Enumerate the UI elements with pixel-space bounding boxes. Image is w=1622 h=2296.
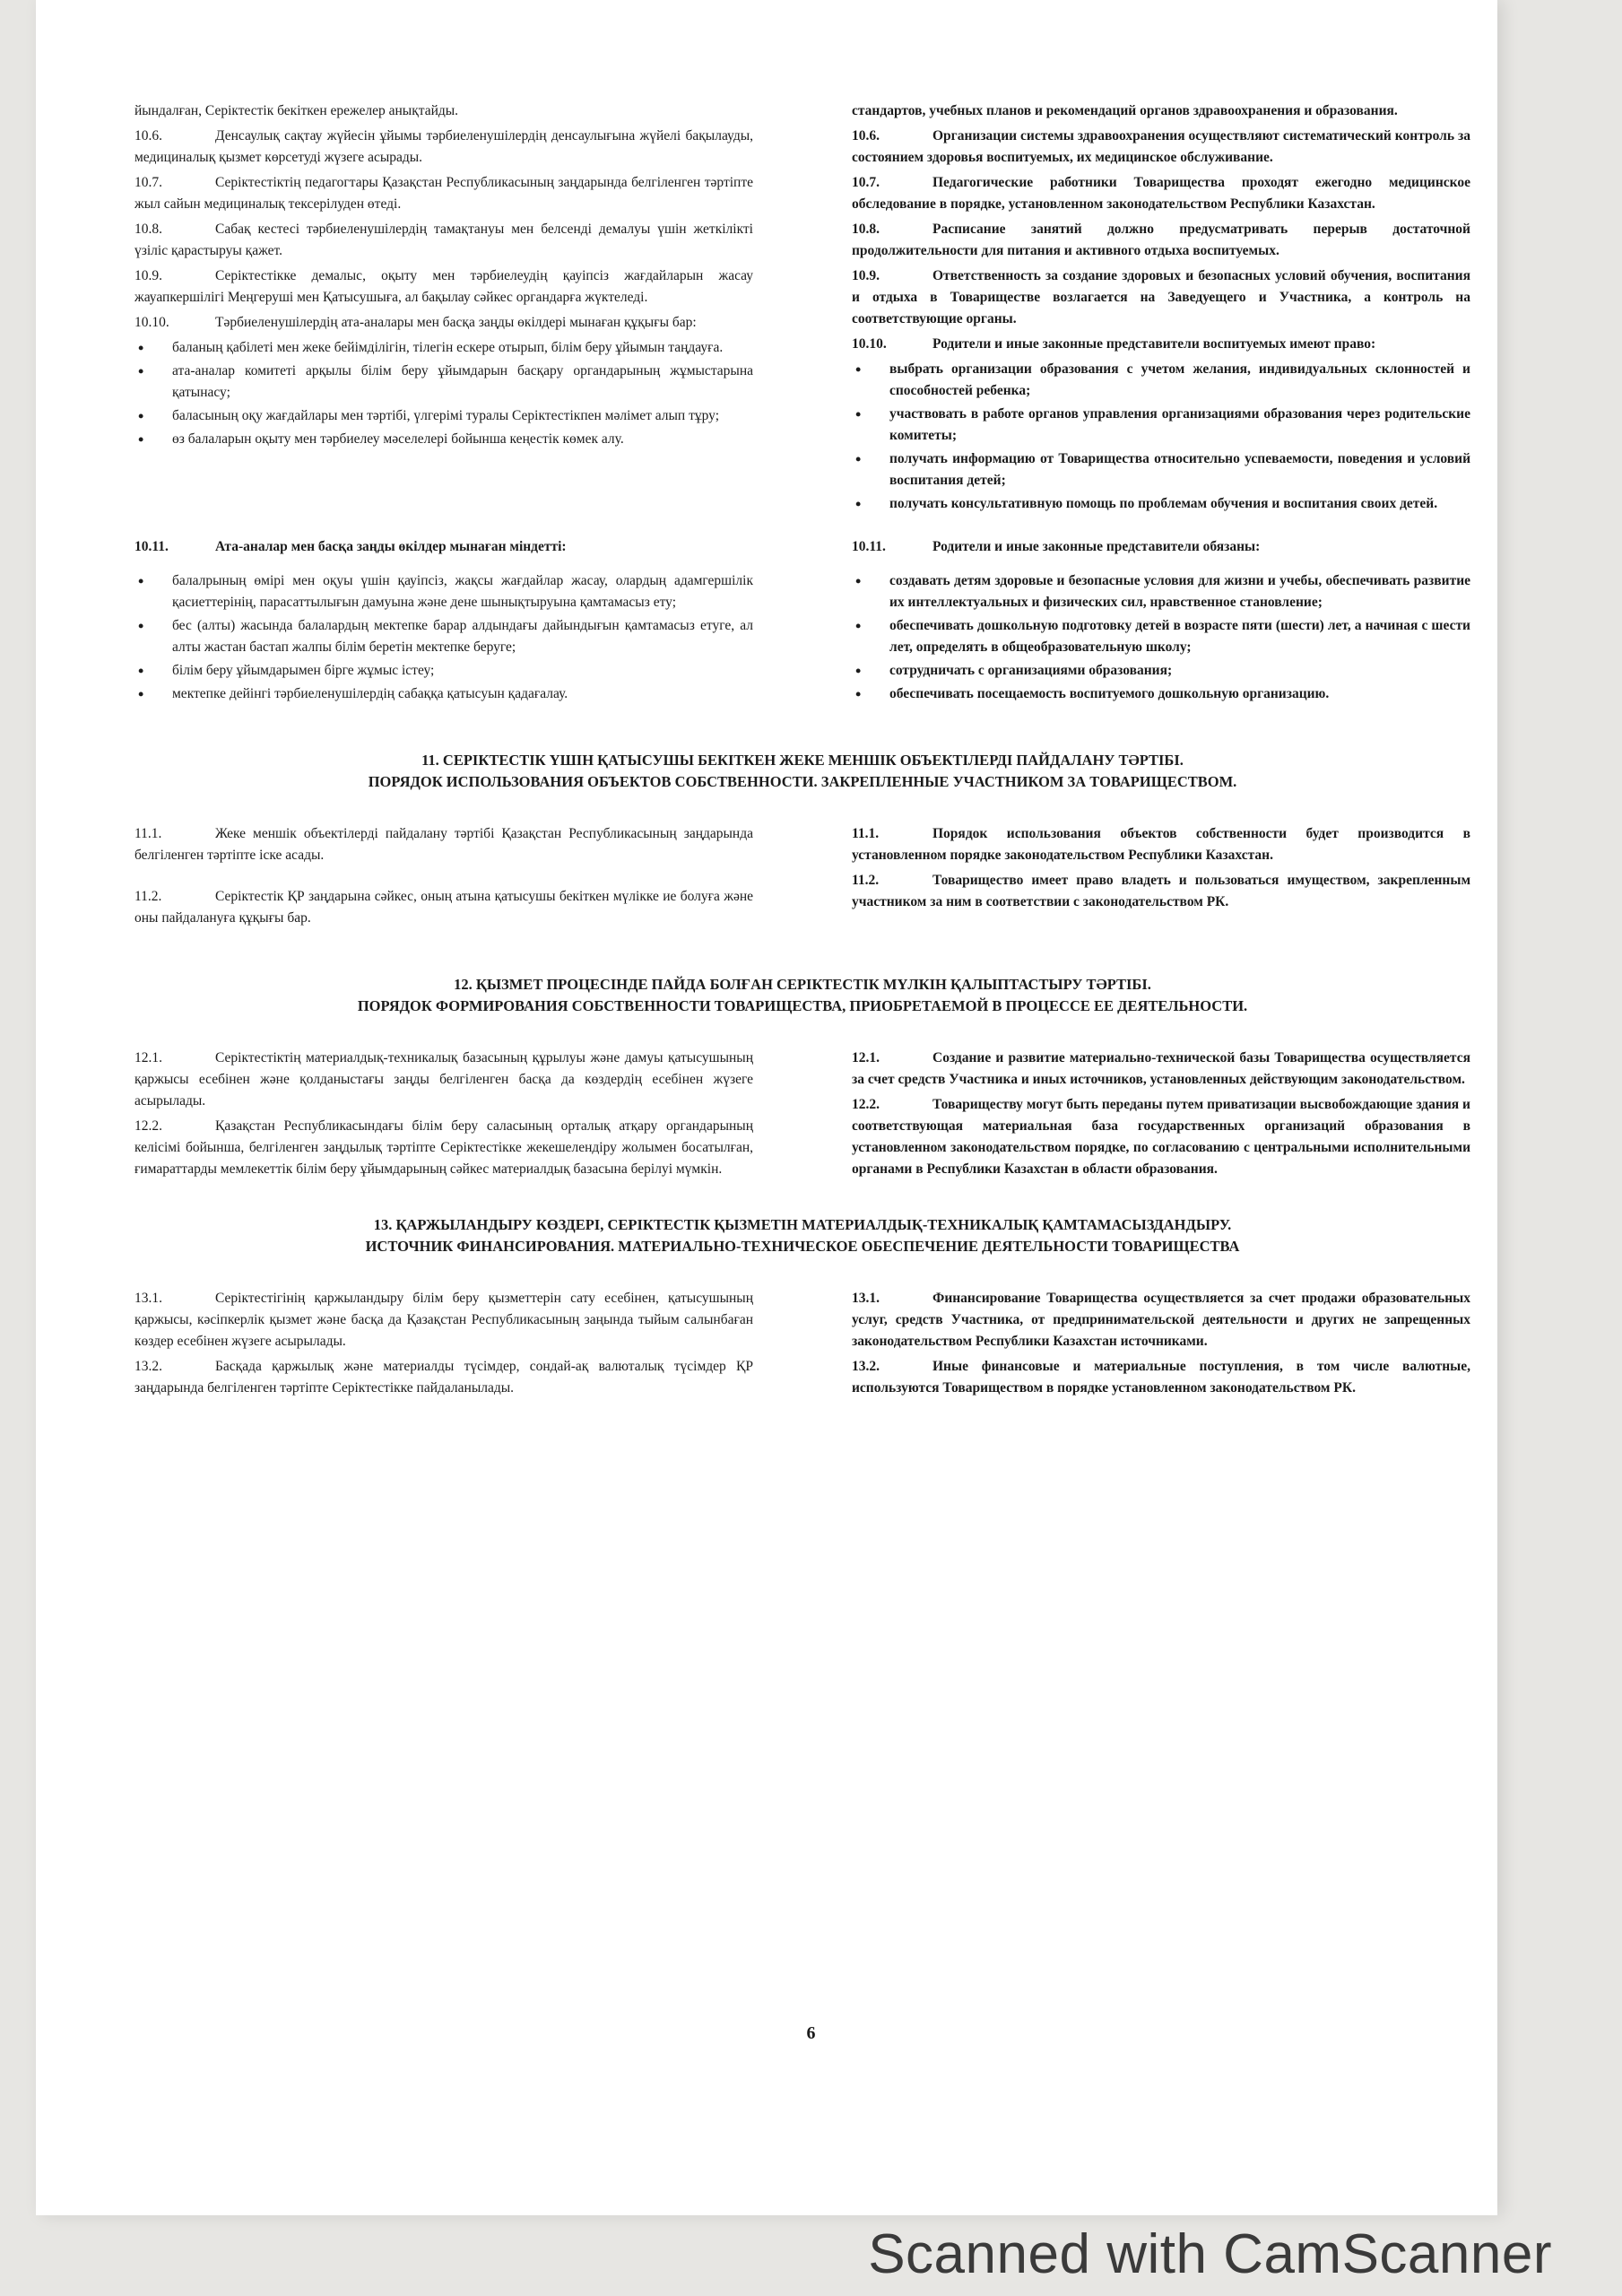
kz-duties-intro [134, 536, 753, 558]
clause-number: 11.1. [852, 826, 880, 841]
list-item: • получать консультативную помощь по проблемам обучения и воспитания своих детей. [852, 493, 1470, 515]
clause-text: Порядок использования объектов собственности будет производится в установленном порядке законодательством Республики Казахстан. [852, 826, 1470, 863]
section-12 [134, 974, 1470, 1184]
section-13-kz-column [134, 1288, 753, 1403]
clause-text: Серіктестік ҚР заңдарына сәйкес, оның атына қатысушы бекіткен мүлікке ие болуға және оны пайдалануға құқығы бар. [134, 889, 753, 926]
clause-paragraph [852, 1094, 1470, 1180]
clause-text: Создание и развитие материально-технической базы Товарищества осуществляется за счет средств Участника и иных источников, установленных действующим законодательством. [852, 1050, 1470, 1087]
clause-text: Денсаулық сақтау жүйесін ұйымы тәрбиеленушілердің денсаулығына жүйелі бақылауды, медициналық қызмет көрсетуді жүзеге асырады. [134, 128, 753, 165]
bullet-list [134, 337, 753, 450]
section-11-kz-column [134, 823, 753, 933]
section-12-kz-column [134, 1048, 753, 1184]
clause-number: 13.1. [134, 1291, 162, 1306]
ru-column-top [852, 100, 1470, 518]
clause-text: Педагогические работники Товарищества проходят ежегодно медицинское обследование в порядке, установленном законодательством Республики Казахстан. [852, 175, 1470, 212]
clause-paragraph [134, 1288, 753, 1352]
clause-number: 12.1. [134, 1050, 162, 1065]
section-12-title-kz: 12. ҚЫЗМЕТ ПРОЦЕСІНДЕ ПАЙДА БОЛҒАН СЕРІКТЕСТІК МҮЛКІН ҚАЛЫПТАСТЫРУ ТӘРТІБІ. [454, 976, 1151, 993]
list-item: • обеспечивать посещаемость воспитуемого дошкольную организацию. [852, 683, 1470, 705]
top-block [134, 100, 1470, 518]
clause-paragraph [134, 823, 753, 866]
document-page [36, 0, 1497, 2215]
clause-paragraph [852, 265, 1470, 330]
clause-number: 10.10. [134, 315, 169, 330]
clause-number: 10.7. [852, 175, 880, 190]
clause-number: 13.2. [134, 1359, 162, 1374]
clause-paragraph [134, 886, 753, 929]
clause-text: Родители и иные законные представители воспитуемых имеют право: [932, 336, 1376, 352]
clause-text: стандартов, учебных планов и рекомендаций органов здравоохранения и образования. [852, 103, 1398, 118]
clause-text: Тәрбиеленушілердің ата-аналары мен басқа заңды өкілдері мынаған құқығы бар: [215, 315, 697, 330]
clause-paragraph [134, 1048, 753, 1112]
clause-text: Родители и иные законные представители обязаны: [932, 539, 1261, 554]
list-item: • сотрудничать с организациями образования; [852, 660, 1470, 682]
clause-number: 10.6. [134, 128, 162, 144]
list-item: • создавать детям здоровые и безопасные условия для жизни и учебы, обеспечивать развитие их интеллектуальных и физических сил, нравственное становление; [852, 570, 1470, 613]
kz-duties-list [134, 570, 753, 705]
clause-paragraph [852, 1356, 1470, 1399]
clause-text: Жеке меншік объектілерді пайдалану тәртібі Қазақстан Республикасының заңдарында белгіленген тәртіпте іске асады. [134, 826, 753, 863]
list-item: • получать информацию от Товарищества относительно успеваемости, поведения и условий воспитания детей; [852, 448, 1470, 491]
clause-paragraph [134, 100, 753, 122]
clause-text: йындалған, Серіктестік бекіткен ережелер анықтайды. [134, 103, 459, 118]
clause-number: 10.6. [852, 128, 880, 144]
section-13-title-ru: ИСТОЧНИК ФИНАНСИРОВАНИЯ. МАТЕРИАЛЬНО-ТЕХНИЧЕСКОЕ ОБЕСПЕЧЕНИЕ ДЕЯТЕЛЬНОСТИ ТОВАРИЩЕСТВА [365, 1238, 1240, 1255]
clause-paragraph [852, 870, 1470, 913]
clause-paragraph [134, 1116, 753, 1180]
list-item: • білім беру ұйымдарымен бірге жұмыс істеу; [134, 660, 753, 682]
clause-paragraph [134, 312, 753, 334]
section-13 [134, 1214, 1470, 1403]
duties-block [134, 536, 1470, 709]
page-body [134, 100, 1470, 1403]
clause-text: Товарищество имеет право владеть и пользоваться имуществом, закрепленным участником за ним в соответствии с законодательством РК. [852, 873, 1470, 909]
clause-paragraph [852, 126, 1470, 169]
clause-number: 12.1. [852, 1050, 880, 1065]
ru-duties-list [852, 570, 1470, 705]
camscanner-watermark: Scanned with CamScanner [868, 2223, 1552, 2285]
clause-paragraph [134, 1356, 753, 1399]
section-12-title-ru: ПОРЯДОК ФОРМИРОВАНИЯ СОБСТВЕННОСТИ ТОВАРИЩЕСТВА, ПРИОБРЕТАЕМОЙ В ПРОЦЕССЕ ЕЕ ДЕЯТЕЛЬНОСТИ. [357, 997, 1248, 1014]
ru-column-duties [852, 536, 1470, 709]
clause-paragraph [134, 172, 753, 215]
clause-paragraph [852, 100, 1470, 122]
list-item: • баласының оқу жағдайлары мен тәртібі, үлгерімі туралы Серіктестікпен мәлімет алып тұру; [134, 405, 753, 427]
clause-paragraph [852, 1048, 1470, 1091]
clause-text: Серіктестікке демалыс, оқыту мен тәрбиелеудің қауіпсіз жағдайларын жасау жауапкершілігі Меңгеруші мен Қатысушыға, ал бақылау сәйкес органдарға жүктеледі. [134, 268, 753, 305]
clause-number: 10.11. [134, 539, 169, 554]
clause-number: 10.10. [852, 336, 887, 352]
list-item: • участвовать в работе органов управления организациями образования через родительские комитеты; [852, 404, 1470, 447]
clause-text: Товариществу могут быть переданы путем приватизации высвобождающие здания и соответствующая материальная база государственных организаций образования в установленном законодательством порядке, по согласованию с центральными исполнительными органами в Республики Казахстан в области образования. [852, 1097, 1470, 1177]
clause-number: 10.7. [134, 175, 162, 190]
list-item: • ата-аналар комитеті арқылы білім беру ұйымдарын басқару органдарының жұмыстарына қатынасу; [134, 361, 753, 404]
list-item: • баланың қабілеті мен жеке бейімділігін, тілегін ескере отырып, білім беру ұйымын таңдауға. [134, 337, 753, 359]
list-item: • бес (алты) жасында балалардың мектепке барар алдындағы дайындығын қамтамасыз етуге, ал алты жастан бастап жалпы білім беретін мектепке беруге; [134, 615, 753, 658]
clause-paragraph [852, 1288, 1470, 1352]
section-13-ru-column [852, 1288, 1470, 1403]
clause-number: 13.1. [852, 1291, 880, 1306]
section-11 [134, 750, 1470, 933]
section-12-ru-column [852, 1048, 1470, 1184]
clause-text: Серіктестіктің материалдық-техникалық базасының құрылуы және дамуы қатысушының қаржысы есебінен және қолданыстағы заңды белгіленген басқа да көздердің есебінен жүзеге асырылады. [134, 1050, 753, 1109]
clause-paragraph [134, 126, 753, 169]
clause-number: 11.2. [134, 889, 162, 904]
clause-number: 10.8. [134, 222, 162, 237]
clause-paragraph [852, 219, 1470, 262]
clause-paragraph [134, 265, 753, 309]
section-11-ru-column [852, 823, 1470, 933]
clause-text: Финансирование Товарищества осуществляется за счет продажи образовательных услуг, средств Участника, от предпринимательской деятельности и других не запрещенных законодательством Республики Казахстан источниками. [852, 1291, 1470, 1349]
clause-paragraph [134, 219, 753, 262]
clause-number: 12.2. [852, 1097, 880, 1112]
section-13-title-kz: 13. ҚАРЖЫЛАНДЫРУ КӨЗДЕРІ, СЕРІКТЕСТІК ҚЫЗМЕТІН МАТЕРИАЛДЫҚ-ТЕХНИКАЛЫҚ ҚАМТАМАСЫЗДАНДЫРУ. [373, 1216, 1232, 1233]
clause-text: Қазақстан Республикасындағы білім беру саласының орталық атқару органдарының келісімі бойынша, белгіленген заңдылық тәртіпте Серіктестікке жекешелендіру жолымен босатылған, ғимараттарды мемлекеттік білім беру ұйымдарының сәйкес материалдық базасына берілуі мүмкін. [134, 1118, 753, 1177]
page-number: 6 [806, 2023, 816, 2043]
list-item: • мектепке дейінгі тәрбиеленушілердің сабаққа қатысуын қадағалау. [134, 683, 753, 705]
clause-number: 10.11. [852, 539, 886, 554]
clause-text: Ответственность за создание здоровых и безопасных условий обучения, воспитания и отдыха в Товариществе возлагается на Заведуещего и Участника, а контроль на соответствующие органы. [852, 268, 1470, 326]
kz-column-top [134, 100, 753, 518]
list-item: • выбрать организации образования с учетом желания, индивидуальных склонностей и способностей ребенка; [852, 359, 1470, 402]
kz-column-duties [134, 536, 753, 709]
clause-text: Ата-аналар мен басқа заңды өкілдер мынаған міндетті: [215, 539, 567, 554]
clause-number: 11.2. [852, 873, 880, 888]
clause-text: Серіктестігінің қаржыландыру білім беру қызметтерін сату есебінен, қатысушының қаржысы, кәсіпкерлік қызмет және басқа да Қазақстан Республикасының заңында тыйым салынбаған көздер есебінен жүзеге асырылады. [134, 1291, 753, 1349]
clause-text: Сабақ кестесі тәрбиеленушілердің тамақтануы мен белсенді демалуы үшін жеткілікті үзіліс қарастыруы қажет. [134, 222, 753, 258]
clause-number: 10.9. [134, 268, 162, 283]
bullet-list [852, 359, 1470, 515]
list-item: • балалрының өмірі мен оқуы үшін қауіпсіз, жақсы жағдайлар жасау, олардың адамгершілік қасиеттерінің, парасаттылығын дамуына және дене шынықтыруына қамтамасыз ету; [134, 570, 753, 613]
clause-number: 11.1. [134, 826, 162, 841]
section-11-title-ru: ПОРЯДОК ИСПОЛЬЗОВАНИЯ ОБЪЕКТОВ СОБСТВЕННОСТИ. ЗАКРЕПЛЕННЫЕ УЧАСТНИКОМ ЗА ТОВАРИЩЕСТВОМ. [368, 773, 1237, 790]
clause-number: 10.8. [852, 222, 880, 237]
clause-text: Расписание занятий должно предусматривать перерыв достаточной продолжительности для питания и активного отдыха воспитуемых. [852, 222, 1470, 258]
clause-text: Организации системы здравоохранения осуществляют систематический контроль за состоянием здоровья воспитуемых, их медицинское обслуживание. [852, 128, 1470, 165]
section-11-title-kz: 11. СЕРІКТЕСТІК ҮШІН ҚАТЫСУШЫ БЕКІТКЕН ЖЕКЕ МЕНШІК ОБЪЕКТІЛЕРДІ ПАЙДАЛАНУ ТӘРТІБІ. [421, 752, 1184, 769]
spacer [134, 870, 753, 886]
list-item: • өз балаларын оқыту мен тәрбиелеу мәселелері бойынша кеңестік көмек алу. [134, 429, 753, 450]
ru-duties-intro [852, 536, 1470, 558]
clause-number: 13.2. [852, 1359, 880, 1374]
clause-number: 12.2. [134, 1118, 162, 1134]
clause-paragraph [852, 823, 1470, 866]
clause-text: Басқада қаржылық және материалды түсімдер, сондай-ақ валюталық түсімдер ҚР заңдарында белгіленген тәртіпте Серіктестікке пайдаланылады. [134, 1359, 753, 1396]
clause-paragraph [852, 334, 1470, 355]
clause-text: Иные финансовые и материальные поступления, в том числе валютные, используются Товариществом в порядке установленном законодательством РК. [852, 1359, 1470, 1396]
clause-paragraph [852, 172, 1470, 215]
clause-number: 10.9. [852, 268, 880, 283]
list-item: • обеспечивать дошкольную подготовку детей в возрасте пяти (шести) лет, а начиная с шести лет, определять в общеобразовательную школу; [852, 615, 1470, 658]
clause-text: Серіктестіктің педагогтары Қазақстан Республикасының заңдарында белгіленген тәртіпте жыл сайын медициналық тексерілуден өтеді. [134, 175, 753, 212]
